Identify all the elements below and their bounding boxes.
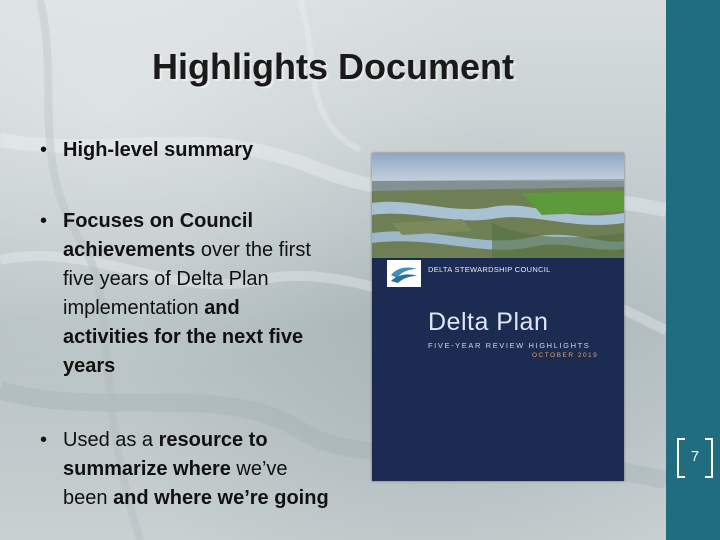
bullet-text-regular: we’ve been	[63, 458, 288, 509]
council-logo-icon	[387, 260, 421, 287]
bullet-text-bold: resource to summarize where	[63, 429, 268, 480]
bullet-dot: •	[40, 210, 48, 232]
bullet-text	[63, 136, 330, 165]
bullet-text-bold: we’re going	[211, 487, 329, 509]
cover-title: Delta Plan	[428, 308, 549, 336]
bullet-text	[63, 426, 330, 513]
bullet-item	[40, 426, 330, 513]
bullet-text-regular: over the first five years of Delta Plan implementation	[63, 239, 311, 319]
cover-subtitle: FIVE-YEAR REVIEW HIGHLIGHTS	[428, 341, 591, 350]
bullet-text-regular: Used as a	[63, 429, 159, 451]
bullet-text-bold: High-level summary	[63, 139, 254, 161]
bullet-text-bold: Focuses on Council achievements	[63, 210, 254, 261]
bullet-dot: •	[40, 139, 48, 161]
right-bracket	[705, 438, 713, 478]
cover-org-name: DELTA STEWARDSHIP COUNCIL	[428, 265, 551, 274]
bullet-dot: •	[40, 429, 48, 451]
bullet-text-bold: and where	[113, 487, 212, 509]
bullet-item	[40, 207, 330, 381]
page-number-badge	[677, 438, 713, 474]
bullet-text-bold: and activities for the next five years	[63, 297, 304, 377]
cover-date: OCTOBER 2019	[532, 352, 599, 359]
bullet-item	[40, 136, 330, 165]
document-cover-image	[372, 153, 624, 481]
slide-title: Highlights Document	[152, 46, 514, 87]
page-number: 7	[690, 448, 700, 465]
delta-landscape-photo	[372, 153, 624, 258]
bullet-text	[63, 207, 330, 381]
